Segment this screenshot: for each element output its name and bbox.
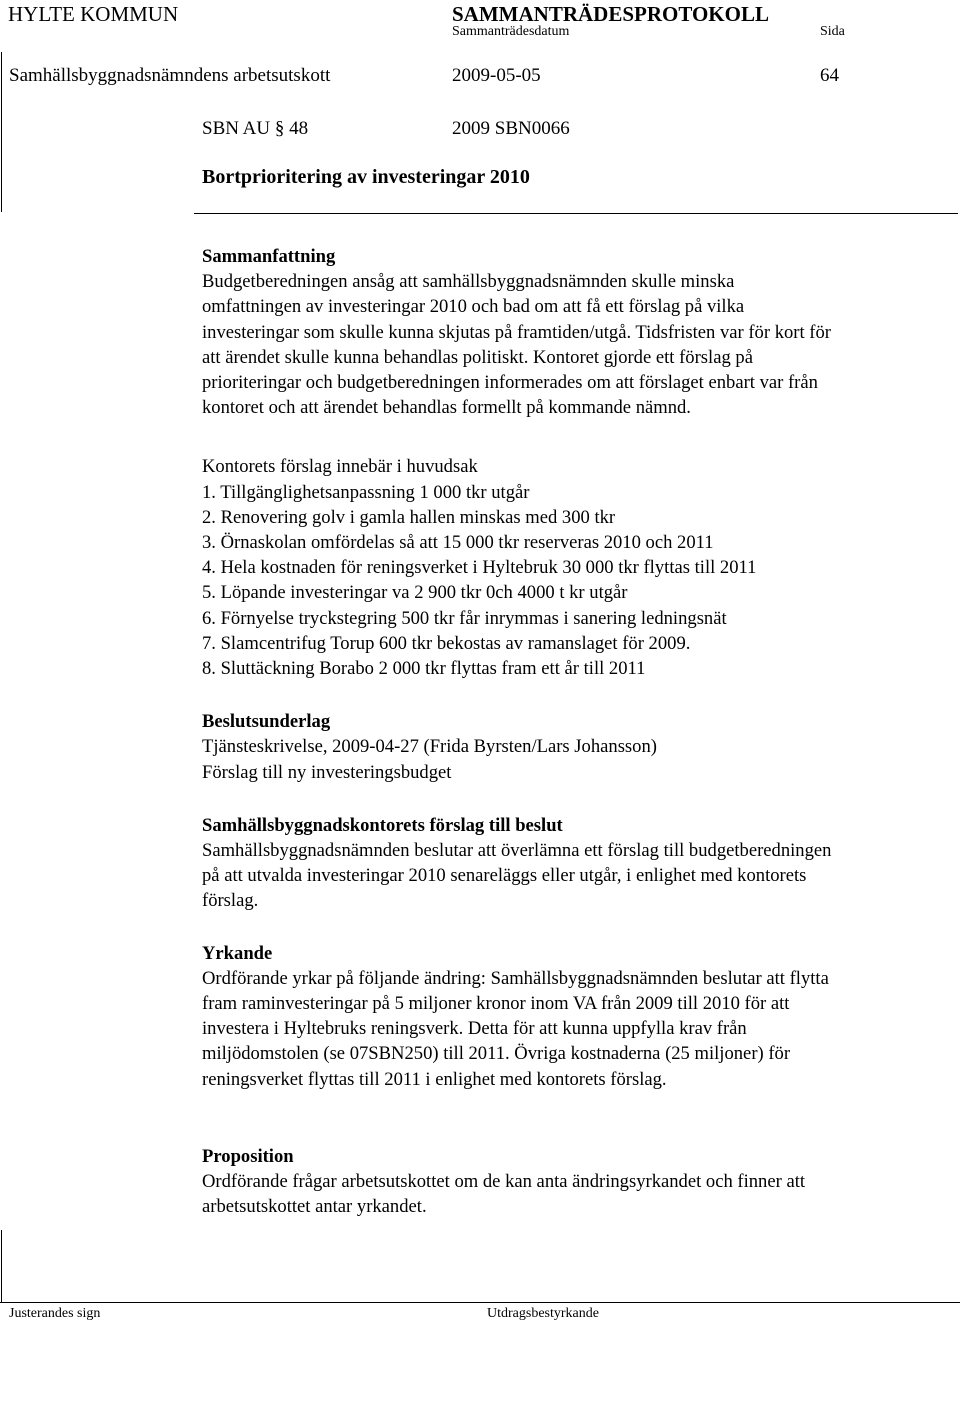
office-proposal-line: förslag. (202, 890, 259, 912)
proposal-list (202, 480, 958, 682)
list-item: 6. Förnyelse tryckstegring 500 tkr får inrymmas i sanering ledningsnät (202, 607, 727, 629)
office-proposal-heading: Samhällsbyggnadskontorets förslag till beslut (202, 814, 563, 836)
meeting-date: 2009-05-05 (452, 65, 541, 86)
signature-label: Justerandes sign (9, 1306, 101, 1321)
summary-line: kontoret och att ärendet behandlas formellt på kommande nämnd. (202, 397, 691, 419)
summary-line: prioriteringar och budgetberedningen informerades om att förslaget enbart var från (202, 372, 818, 394)
list-item: 8. Sluttäckning Borabo 2 000 tkr flyttas fram ett år till 2011 (202, 658, 646, 680)
left-border-top (1, 52, 2, 212)
subject-divider (194, 213, 958, 214)
left-border-bottom (1, 1230, 2, 1302)
proposal-intro: Kontorets förslag innebär i huvudsak (202, 456, 478, 478)
document-type: SAMMANTRÄDESPROTOKOLL (452, 2, 769, 26)
summary-line: Budgetberedningen ansåg att samhällsbyggnadsnämnden skulle minska (202, 271, 735, 293)
summary-heading: Sammanfattning (202, 246, 336, 267)
proposition-line: Ordförande frågar arbetsutskottet om de kan anta ändringsyrkandet och finner att (202, 1171, 806, 1193)
extract-certification-label: Utdragsbestyrkande (487, 1306, 599, 1321)
main-content (202, 244, 958, 1220)
paragraph-number: SBN AU § 48 (202, 118, 309, 139)
motion-line: fram raminvesteringar på 5 miljoner kronor inom VA från 2009 till 2010 för att (202, 993, 790, 1015)
summary-line: investeringar som skulle kunna skjutas på framtiden/utgå. Tidsfristen var för kort för (202, 321, 831, 343)
list-item: 7. Slamcentrifug Torup 600 tkr bekostas av ramanslaget för 2009. (202, 632, 691, 654)
motion-line: miljödomstolen (se 07SBN250) till 2011. Övriga kostnaderna (25 miljoner) för (202, 1043, 791, 1065)
summary-line: att ärendet skulle kunna behandlas politiskt. Kontoret gjorde ett förslag på (202, 346, 753, 368)
list-item: 3. Örnaskolan omfördelas så att 15 000 tkr reserveras 2010 och 2011 (202, 532, 714, 554)
basis-line: Förslag till ny investeringsbudget (202, 761, 452, 783)
basis-heading: Beslutsunderlag (202, 711, 331, 733)
committee-name: Samhällsbyggnadsnämndens arbetsutskott (9, 65, 331, 86)
motion-heading: Yrkande (202, 942, 273, 964)
list-item: 5. Löpande investeringar va 2 900 tkr 0ch 4000 t kr utgår (202, 582, 628, 604)
list-item: 1. Tillgänglighetsanpassning 1 000 tkr utgår (202, 481, 530, 503)
summary-line: omfattningen av investeringar 2010 och bad om att få ett förslag på vilka (202, 296, 745, 318)
proposition-line: arbetsutskottet antar yrkandet. (202, 1196, 427, 1218)
case-number: 2009 SBN0066 (452, 118, 570, 139)
page-number: 64 (820, 65, 839, 86)
office-proposal-line: på att utvalda investeringar 2010 senareläggs eller utgår, i enlighet med kontorets (202, 865, 807, 887)
municipality-name: HYLTE KOMMUN (8, 2, 179, 26)
page-label: Sida (820, 24, 845, 39)
motion-line: reningsverket flyttas till 2011 i enlighet med kontorets förslag. (202, 1068, 667, 1090)
motion-line: investera i Hyltebruks reningsverk. Detta för att kunna uppfylla krav från (202, 1018, 747, 1040)
office-proposal-line: Samhällsbyggnadsnämnden beslutar att överlämna ett förslag till budgetberedningen (202, 840, 832, 862)
motion-line: Ordförande yrkar på följande ändring: Samhällsbyggnadsnämnden beslutar att flytta (202, 967, 829, 989)
list-item: 2. Renovering golv i gamla hallen minskas med 300 tkr (202, 506, 616, 528)
basis-line: Tjänsteskrivelse, 2009-04-27 (Frida Byrsten/Lars Johansson) (202, 736, 657, 758)
subject-title: Bortprioritering av investeringar 2010 (202, 166, 530, 188)
proposition-heading: Proposition (202, 1145, 294, 1167)
list-item: 4. Hela kostnaden för reningsverket i Hyltebruk 30 000 tkr flyttas till 2011 (202, 557, 757, 579)
meeting-date-label: Sammanträdesdatum (452, 24, 570, 39)
footer-divider (0, 1302, 960, 1303)
